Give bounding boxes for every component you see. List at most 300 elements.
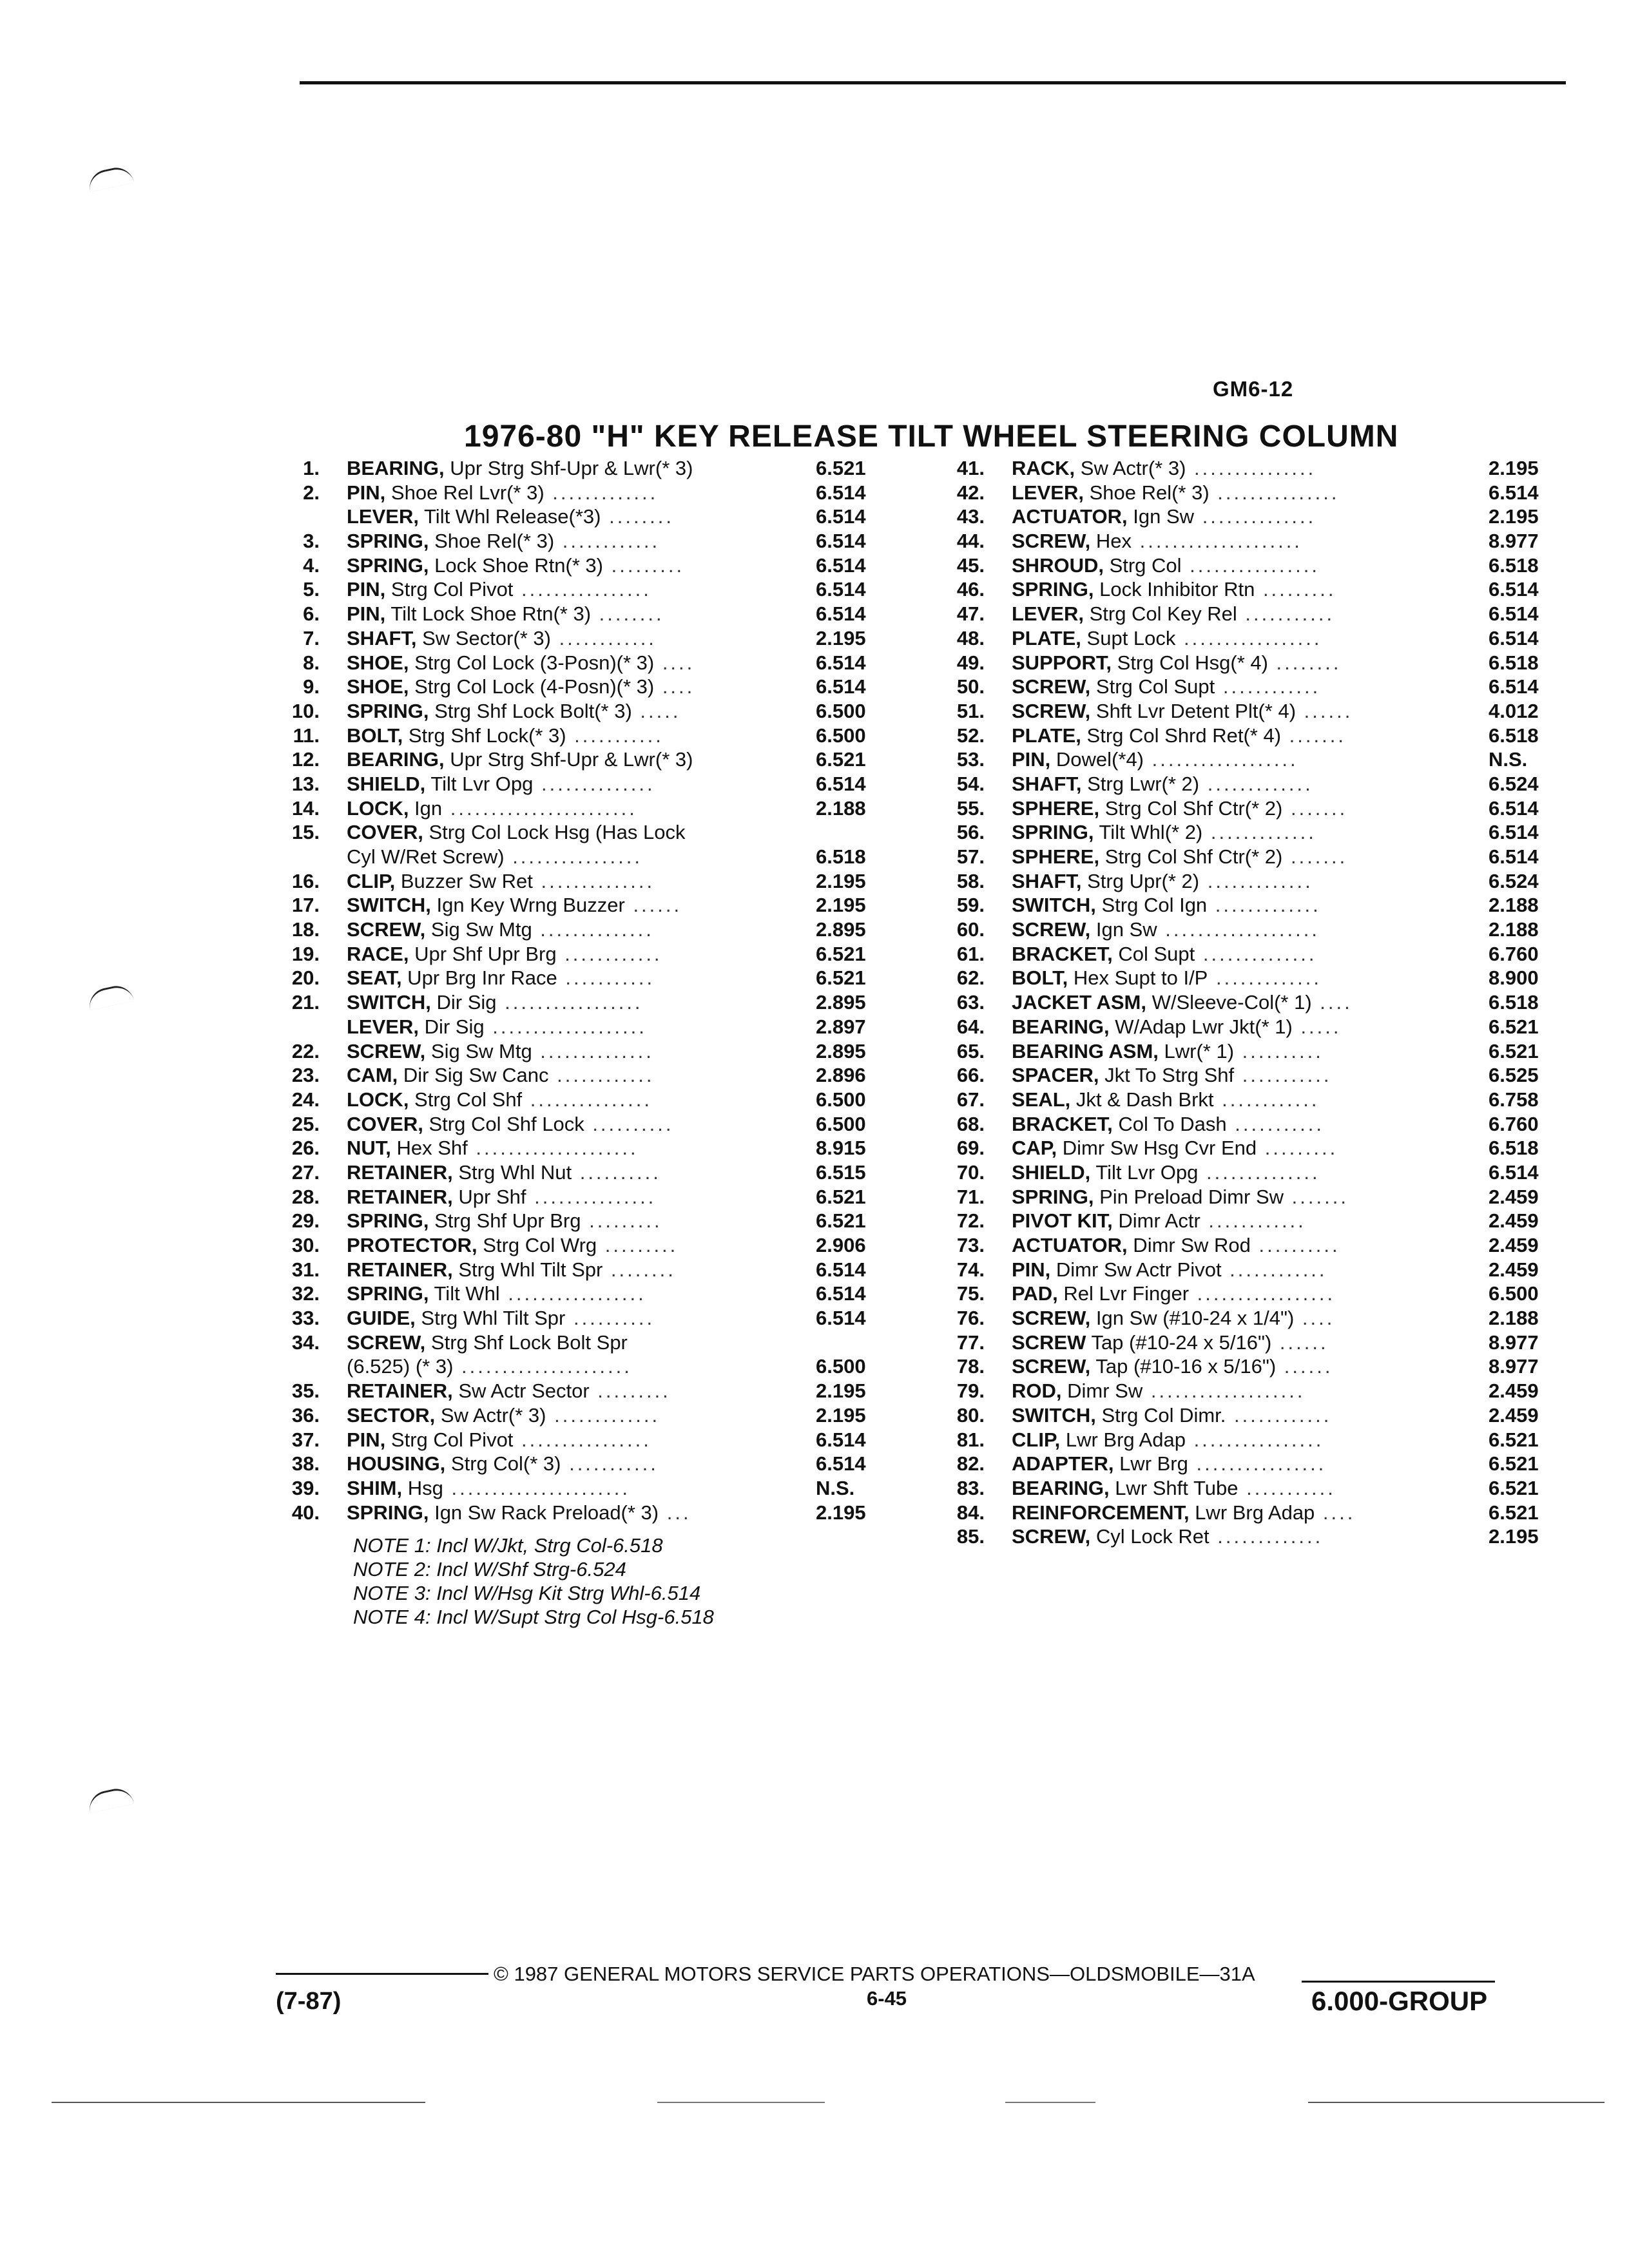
part-description: Tilt Lock Shoe Rtn(* 3) [385, 602, 592, 626]
part-name: RACE, [347, 942, 409, 965]
part-name: RETAINER, [347, 1185, 453, 1208]
part-description: Strg Col Pivot [385, 578, 514, 601]
part-name: PLATE, [1012, 724, 1081, 747]
part-label [347, 869, 655, 894]
part-number: 57. [956, 845, 985, 868]
part-label [1012, 529, 1302, 553]
bottom-rule-right [1308, 2102, 1605, 2103]
footer-rule-right [1302, 1981, 1495, 1983]
group-number: 2.895 [816, 918, 866, 941]
part-row [928, 724, 1547, 748]
part-description: Sig Sw Mtg [425, 1039, 532, 1062]
leader-dots: ......... [597, 1234, 679, 1256]
leader-dots: .......... [565, 1307, 655, 1330]
group-number: 2.195 [1489, 1525, 1539, 1548]
part-name: SPRING, [347, 553, 429, 577]
part-name: BEARING, [1012, 1015, 1110, 1038]
part-name: SPRING, [347, 1282, 429, 1305]
part-label [1012, 1160, 1320, 1185]
part-number: 32. [291, 1282, 320, 1305]
part-row [928, 1160, 1547, 1185]
part-name: COVER, [347, 821, 423, 844]
parts-list-right [928, 456, 1547, 1549]
part-row [928, 1331, 1547, 1355]
part-label [1012, 553, 1320, 578]
part-name: PIN, [1012, 1258, 1051, 1281]
leader-dots: .............. [533, 772, 655, 795]
part-label [347, 1331, 628, 1355]
part-description: Lwr Brg Adap [1060, 1428, 1186, 1451]
bottom-rule-left [52, 2102, 425, 2103]
part-number: 45. [956, 553, 985, 577]
part-number: 37. [291, 1428, 320, 1451]
part-label [1012, 1452, 1326, 1476]
part-row [928, 1379, 1547, 1403]
part-name: PLATE, [1012, 626, 1081, 649]
part-row [928, 1501, 1547, 1525]
part-description: Sw Actr Sector [452, 1379, 590, 1403]
part-description: Tilt Whl Release(*3) [418, 505, 601, 528]
part-row [928, 747, 1547, 772]
part-label [1012, 505, 1316, 529]
part-number: 79. [956, 1379, 985, 1403]
group-number: 2.195 [816, 1379, 866, 1403]
part-row [263, 553, 894, 578]
part-label [347, 1185, 656, 1209]
part-number: 39. [291, 1476, 320, 1499]
group-number: 2.188 [816, 796, 866, 820]
note-line: NOTE 3: Incl W/Hsg Kit Strg Whl-6.514 [353, 1582, 701, 1604]
part-description: Strg Col Wrg [477, 1234, 597, 1256]
part-label [347, 699, 680, 724]
group-number: 6.521 [1489, 1501, 1539, 1524]
part-label [1012, 772, 1313, 796]
group-number: 6.518 [1489, 651, 1539, 674]
part-row [263, 1015, 894, 1039]
part-name: BEARING, [347, 457, 445, 479]
part-number: 14. [291, 796, 320, 820]
part-description: Jkt To Strg Shf [1099, 1064, 1235, 1087]
leader-dots: ....... [1281, 724, 1346, 747]
group-number: 6.521 [816, 1209, 866, 1233]
leader-dots: .................... [467, 1137, 639, 1160]
part-number: 61. [956, 942, 985, 965]
part-row [928, 966, 1547, 990]
part-description: Tilt Lvr Opg [425, 772, 534, 795]
group-number: 2.195 [816, 626, 866, 649]
part-number: 70. [956, 1160, 985, 1184]
part-name: SWITCH, [347, 991, 431, 1014]
part-description: Dir Sig [430, 991, 497, 1014]
part-name: ACTUATOR, [1012, 1234, 1128, 1256]
group-number: 6.760 [1489, 1112, 1539, 1135]
leader-dots: ............. [1199, 772, 1313, 795]
part-name: PIN, [347, 1428, 386, 1451]
part-number: 85. [956, 1525, 985, 1548]
notes-block [353, 1533, 714, 1629]
part-number: 30. [291, 1234, 320, 1256]
part-name: REINFORCEMENT, [1012, 1501, 1190, 1524]
part-name: SHOE, [347, 651, 409, 674]
group-number: 6.500 [1489, 1282, 1539, 1305]
part-name: SPRING, [1012, 821, 1094, 844]
part-row [928, 1306, 1547, 1331]
leader-dots: ............... [1186, 457, 1316, 479]
part-description: Lwr Shft Tube [1109, 1476, 1239, 1499]
part-description: Lock Shoe Rtn(* 3) [429, 553, 603, 577]
part-description: Strg Shf Lock Bolt Spr [425, 1331, 628, 1354]
leader-dots: ........... [1238, 1476, 1336, 1499]
part-label [347, 626, 657, 651]
group-number: 6.514 [816, 602, 866, 626]
part-name: CAM, [347, 1064, 398, 1087]
group-number: 8.915 [816, 1137, 866, 1160]
part-name: SPRING, [347, 699, 429, 722]
group-number: 2.459 [1489, 1379, 1539, 1403]
part-number: 18. [291, 918, 320, 941]
part-name: ROD, [1012, 1379, 1062, 1403]
part-number: 25. [291, 1112, 320, 1135]
part-number: 75. [956, 1282, 985, 1305]
part-description: Strg Whl Tilt Spr [452, 1258, 603, 1281]
part-description: Strg Col Shf Ctr(* 2) [1099, 796, 1283, 820]
part-description: Hex [1090, 530, 1132, 553]
group-number: 6.514 [816, 530, 866, 553]
part-row [928, 1136, 1547, 1160]
part-label [347, 820, 685, 845]
part-row [263, 456, 894, 481]
part-description: Upr Strg Shf-Upr & Lwr(* 3) [444, 457, 693, 479]
leader-dots: ............... [1209, 481, 1340, 504]
part-row [263, 1282, 894, 1306]
part-row [928, 918, 1547, 942]
part-label [1012, 990, 1353, 1015]
part-name: LOCK, [347, 796, 409, 820]
part-description: Strg Whl Tilt Spr [415, 1307, 566, 1330]
part-name: SCREW, [1012, 530, 1091, 553]
part-name: RETAINER, [347, 1160, 453, 1184]
group-number: 6.514 [816, 1452, 866, 1475]
part-row [928, 942, 1547, 966]
part-description: Shoe Rel(* 3) [1083, 481, 1210, 504]
binder-hole-mark [86, 164, 134, 192]
part-row [928, 602, 1547, 626]
part-name: PIN, [347, 602, 386, 626]
part-description: Cyl W/Ret Screw) [347, 845, 505, 868]
leader-dots: ....... [1282, 796, 1348, 820]
note-line: NOTE 1: Incl W/Jkt, Strg Col-6.518 [353, 1534, 663, 1557]
group-number: 6.521 [816, 457, 866, 479]
part-description: Lwr Brg Adap [1189, 1501, 1315, 1524]
leader-dots: ................... [1157, 918, 1320, 941]
part-description: Tilt Whl [429, 1282, 500, 1305]
leader-dots: ... [659, 1501, 691, 1524]
part-number: 72. [956, 1209, 985, 1233]
part-row [928, 990, 1547, 1015]
leader-dots: ................. [1175, 626, 1322, 649]
part-label [1012, 1476, 1336, 1501]
part-label [347, 1403, 660, 1428]
leader-dots: ............. [1199, 869, 1313, 892]
part-number: 34. [291, 1331, 320, 1354]
part-row [263, 651, 894, 675]
part-name: PIVOT KIT, [1012, 1209, 1113, 1233]
part-name: HOUSING, [347, 1452, 446, 1475]
part-name: BEARING, [1012, 1476, 1110, 1499]
part-label [347, 1501, 691, 1525]
group-number: 6.521 [816, 966, 866, 990]
leader-dots: ............. [1207, 894, 1321, 917]
part-row [928, 1209, 1547, 1233]
leader-dots: ......... [581, 1209, 662, 1233]
part-row [263, 796, 894, 821]
part-description: Strg Upr(* 2) [1081, 869, 1200, 892]
group-number: 6.514 [816, 675, 866, 698]
part-label [1012, 626, 1322, 651]
part-row [263, 1185, 894, 1209]
leader-dots: ................ [513, 578, 651, 601]
part-label [347, 845, 642, 869]
part-row [263, 772, 894, 796]
part-name: SPRING, [347, 1501, 429, 1524]
part-number: 71. [956, 1185, 985, 1208]
part-name: COVER, [347, 1112, 423, 1135]
part-row [263, 626, 894, 651]
part-number: 60. [956, 918, 985, 941]
part-description: Strg Col Shf [409, 1088, 523, 1111]
part-label [347, 1282, 646, 1306]
part-label [347, 1428, 651, 1452]
part-number: 80. [956, 1403, 985, 1427]
part-number: 49. [956, 651, 985, 674]
part-description: Strg Col Hsg(* 4) [1112, 651, 1268, 674]
part-row [263, 1112, 894, 1137]
group-number: 2.459 [1489, 1209, 1539, 1233]
part-label [1012, 456, 1316, 481]
group-number: 6.500 [816, 1355, 866, 1378]
part-label [1012, 747, 1298, 772]
part-name: SPRING, [347, 530, 429, 553]
part-name: CLIP, [347, 869, 396, 892]
part-row [928, 1452, 1547, 1476]
part-label [1012, 1039, 1324, 1064]
group-number: 2.195 [816, 894, 866, 917]
part-number: 5. [303, 578, 320, 601]
part-row [928, 699, 1547, 724]
part-number: 4. [303, 553, 320, 577]
leader-dots: ............ [554, 530, 660, 553]
part-number: 10. [291, 699, 320, 722]
leader-dots: ............ [550, 626, 657, 649]
group-number: 6.514 [1489, 845, 1539, 868]
part-row [928, 796, 1547, 821]
group-number: 6.518 [1489, 1137, 1539, 1160]
part-name: BEARING ASM, [1012, 1039, 1159, 1062]
part-label [1012, 1524, 1323, 1549]
group-number: 6.500 [816, 724, 866, 747]
part-row [263, 602, 894, 626]
part-label [1012, 1306, 1335, 1331]
part-description: Ign Sw [1090, 918, 1157, 941]
part-name: LEVER, [1012, 602, 1084, 626]
part-number: 46. [956, 578, 985, 601]
part-number: 44. [956, 530, 985, 553]
part-label [1012, 724, 1346, 748]
footer-page-number: 6-45 [867, 1987, 907, 2010]
part-description: Strg Col Dimr. [1095, 1403, 1226, 1427]
group-number: 6.514 [1489, 481, 1539, 504]
leader-dots: ...................... [443, 1476, 630, 1499]
part-row [263, 1039, 894, 1064]
part-label [347, 893, 682, 918]
part-description: Dimr Sw Rod [1127, 1234, 1251, 1256]
footer-group: 6.000-GROUP [1311, 1986, 1488, 2016]
group-number: 6.514 [816, 481, 866, 504]
group-number: 2.459 [1489, 1403, 1539, 1427]
part-row [928, 577, 1547, 602]
leader-dots: ....... [1282, 845, 1348, 868]
part-description: Strg Lwr(* 2) [1081, 772, 1200, 795]
part-description: Ign Key Wrng Buzzer [430, 894, 625, 917]
group-number: 6.521 [1489, 1428, 1539, 1451]
part-description: Dimr Sw Actr Pivot [1050, 1258, 1222, 1281]
part-description: Strg Whl Nut [452, 1160, 572, 1184]
part-description: Lock Inhibitor Rtn [1094, 578, 1255, 601]
part-description: W/Sleeve-Col(* 1) [1146, 991, 1312, 1014]
part-description: Sig Sw Mtg [425, 918, 532, 941]
leader-dots: .............. [532, 869, 655, 892]
part-label [347, 1063, 654, 1088]
part-name: LEVER, [347, 1015, 419, 1038]
part-row [928, 772, 1547, 796]
part-name: PIN, [1012, 748, 1051, 771]
part-name: SCREW, [1012, 699, 1091, 722]
part-number: 43. [956, 505, 985, 528]
part-label [1012, 869, 1313, 894]
group-number: N.S. [1489, 748, 1528, 771]
part-description: Dir Sig [418, 1015, 485, 1038]
part-label [1012, 1331, 1329, 1355]
part-description: Ign [409, 796, 443, 820]
leader-dots: ................ [1188, 1452, 1327, 1475]
part-label [347, 481, 658, 505]
part-name: SWITCH, [1012, 894, 1096, 917]
group-number: 6.514 [1489, 578, 1539, 601]
part-row [928, 651, 1547, 675]
part-name: SCREW [1012, 1331, 1086, 1354]
leader-dots: ................ [504, 845, 642, 868]
leader-dots: ............. [546, 1403, 660, 1427]
part-row [263, 1306, 894, 1331]
part-number: 1. [303, 457, 320, 479]
part-description: W/Adap Lwr Jkt(* 1) [1109, 1015, 1293, 1038]
part-name: LOCK, [347, 1088, 409, 1111]
leader-dots: .............. [1195, 942, 1317, 965]
group-number: 2.459 [1489, 1234, 1539, 1256]
group-number: 4.012 [1489, 699, 1539, 722]
part-label [1012, 1379, 1305, 1403]
part-row [263, 675, 894, 699]
part-number: 40. [291, 1501, 320, 1524]
group-number: 6.514 [1489, 796, 1539, 820]
part-row [263, 1088, 894, 1112]
top-rule [300, 81, 1566, 84]
leader-dots: ......... [603, 553, 685, 577]
part-number: 12. [291, 748, 320, 771]
part-number: 65. [956, 1039, 985, 1062]
part-label [1012, 699, 1353, 724]
part-description: Tilt Whl(* 2) [1094, 821, 1203, 844]
part-label [1012, 1088, 1320, 1112]
footer-date: (7-87) [276, 1988, 342, 2015]
part-label [347, 990, 643, 1015]
part-name: SHAFT, [1012, 869, 1082, 892]
part-row [263, 990, 894, 1015]
group-number: 6.514 [816, 651, 866, 674]
note-line: NOTE 2: Incl W/Shf Strg-6.524 [353, 1558, 626, 1581]
part-label [347, 1039, 654, 1064]
part-number: 77. [956, 1331, 985, 1354]
leader-dots: ................ [1185, 1428, 1324, 1451]
leader-dots: ............... [522, 1088, 652, 1111]
part-description: Jkt & Dash Brkt [1070, 1088, 1214, 1111]
parts-list-left [263, 456, 894, 1524]
part-number: 9. [303, 675, 320, 698]
part-label [1012, 893, 1321, 918]
leader-dots: ............. [544, 481, 659, 504]
part-label [347, 1452, 659, 1476]
part-name: SHIM, [347, 1476, 403, 1499]
part-row [263, 1160, 894, 1185]
part-name: RETAINER, [347, 1258, 453, 1281]
part-name: BOLT, [1012, 966, 1068, 990]
group-number: 6.514 [816, 553, 866, 577]
leader-dots: ............ [1221, 1258, 1327, 1281]
part-number: 15. [291, 821, 320, 844]
part-description: Dimr Sw [1061, 1379, 1143, 1403]
part-description: Strg Col Shrd Ret(* 4) [1081, 724, 1282, 747]
part-number: 62. [956, 966, 985, 990]
part-label [1012, 1112, 1324, 1137]
page-code: GM6-12 [1213, 377, 1294, 401]
part-name: SUPPORT, [1012, 651, 1112, 674]
part-label [347, 675, 695, 699]
part-description: Dimr Actr [1112, 1209, 1200, 1233]
leader-dots: .... [1294, 1307, 1335, 1330]
part-label [347, 1136, 639, 1160]
part-description: Ign Sw [1127, 505, 1195, 528]
part-row [263, 1354, 894, 1379]
part-label [347, 772, 655, 796]
part-number: 58. [956, 869, 985, 892]
part-description: Cyl Lock Ret [1090, 1525, 1210, 1548]
group-number: 2.188 [1489, 894, 1539, 917]
part-label [347, 1306, 655, 1331]
part-label [1012, 1015, 1342, 1039]
part-number: 38. [291, 1452, 320, 1475]
part-row [263, 1428, 894, 1452]
part-row [263, 966, 894, 990]
part-name: SPRING, [1012, 1185, 1094, 1208]
part-name: JACKET ASM, [1012, 991, 1146, 1014]
part-name: SHOE, [347, 675, 409, 698]
part-label [347, 1112, 673, 1137]
part-number: 76. [956, 1307, 985, 1330]
leader-dots: ......... [589, 1379, 671, 1403]
part-label [347, 918, 654, 942]
bottom-rule-mid-b [1005, 2102, 1095, 2103]
part-name: SCREW, [347, 1039, 426, 1062]
